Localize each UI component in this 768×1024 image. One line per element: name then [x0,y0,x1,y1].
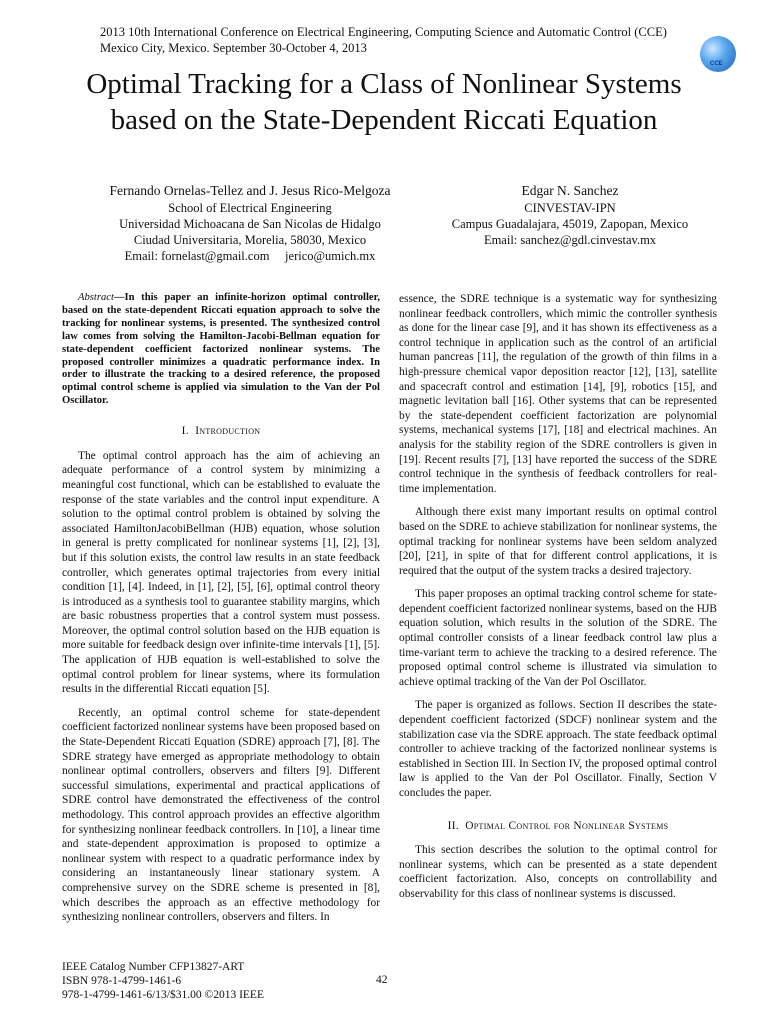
section-heading-1 [62,424,380,439]
paper-title [40,66,728,138]
affiliation-campus: Campus Guadalajara, 45019, Zapopan, Mexico [451,217,689,231]
footer-isbn: ISBN 978-1-4799-1461-6 [62,975,182,988]
left-column [62,292,380,934]
conference-header [100,24,680,56]
affiliation-inst: CINVESTAV-IPN [524,201,616,215]
section-1-number: I. [181,425,189,438]
section-1-title: Introduction [195,425,261,438]
section-2-number: II. [447,819,459,832]
paragraph: The paper is organized as follows. Section II describes the state-dependent coefficient factorized (SDCF) nonlinear system and the stabilization case via the SDRE approach. The state feedback optimal controller to achieve tracking of the factorized nonlinear systems is established in Section III. In Section IV, the proposed optimal control law is applied to the Van der Pol Oscillator. Finally, Section V concludes the paper. [399,699,717,799]
right-column [399,292,717,911]
paragraph: The optimal control approach has the aim of achieving an adequate performance of a control system by minimizing a meaningful cost functional, which can be established to evaluate the response of the state variables and the control input expenditure. A solution to the optimal control problem is obtained by solving the associated HamiltonJacobiBellman (HJB) equation, whose solution in general is pretty complicated for nonlinear systems [1], [2], [3], but if this solution exists, the control law results in an state feedback controller, which generates optimal trajectories from every initial condition [1], [4]. Indeed, in [1], [2], [5], [6], optimal control theory is introduced as a synthesis tool to guarantee stability margins, which are basic robustness properties that a control system must possess. Moreover, the optimal control solution based on the HJB equation is more suitable for feedback design over infinite-time intervals [1], [5]. The application of HJB equation is well-established to solve the optimal control problem for linear systems, where its formulation results in the differential Riccati equation [5]. [62,449,380,696]
author-names-left: Fernando Ornelas-Tellez and J. Jesus Rico-Melgoza [109,183,391,198]
affiliation-dept: School of Electrical Engineering [168,201,332,215]
footer [62,960,264,1003]
conference-line-2: Mexico City, Mexico. September 30-October 4, 2013 [100,41,367,55]
footer-copyright: 978-1-4799-1461-6/13/$31.00 ©2013 IEEE [62,989,264,1002]
affiliation-univ: Universidad Michoacana de San Nicolas de Hidalgo [119,217,381,231]
title-line-1: Optimal Tracking for a Class of Nonlinear Systems [86,68,682,100]
page-number: 42 [376,974,388,986]
paragraph: Recently, an optimal control scheme for state-dependent coefficient factorized nonlinear systems have been proposed based on the State-Dependent Riccati Equation (SDRE) approach [7], [8]. The SDRE strategy have emerged as appropriate methodology to obtain nonlinear optimal controllers, observers and filters [9]. Different successful simulations, experimental and practical applications of SDRE control have demonstrated the effectiveness of the control methodology. This control approach provides an effective algorithm for synthesizing nonlinear feedback controllers. In [10], a linear time and state-dependent approximation is proposed to optimize a nonlinear system with respect to a quadratic performance index by considering an instantaneously linear stationary system. A comprehensive survey on the SDRE scheme is presented in [8], which describes the approach as an effective methodology for synthesizing nonlinear controllers, observers and filters. In [62,706,380,924]
section-2-title: Optimal Control for Nonlinear Systems [465,819,669,832]
author-email-right: Email: sanchez@gdl.cinvestav.mx [483,233,657,247]
abstract-label: Abstract [78,292,114,303]
paragraph: Although there exist many important results on optimal control based on the SDRE to achieve stabilization for nonlinear systems, the optimal tracking for nonlinear systems have been seldom analyzed [20], [21], in spite of that for different control applications, it is required that the output of the system tracks a desired trajectory. [399,506,717,577]
authors-right [420,183,720,248]
affiliation-city: Ciudad Universitaria, Morelia, 58030, Mexico [133,233,367,247]
paragraph: This section describes the solution to the optimal control for nonlinear systems, which can be presented as a state dependent coefficient factorization. Also, concepts on controllability and observability for this class of nonlinear systems is discussed. [399,844,717,900]
title-line-2: based on the State-Dependent Riccati Equation [110,104,658,136]
paragraph-continuation: essence, the SDRE technique is a systematic way for synthesizing nonlinear feedback controllers, which mimic the controller synthesis as done for the linear case [9], and it has shown its effectiveness as a control technique in application such as the control of an artificial human pancreas [11], the regulation of the growth of thin films in a high-pressure chemical vapor deposition reactor [12], [13], satellite and spacecraft control and estimation [14], [9], robotics [15], and magnetic levitation ball [16]. Other systems that can be represented by the state-dependent coefficient factorization are polynomial systems, mechanical systems [17], [18] and electrical machines. An analysis for the stability region of the SDRE controllers is given in [19]. Recent results [7], [13] have reported the success of the SDRE control technique in the synthesis of feedback controllers for real-time implementation. [399,293,717,495]
section-heading-2 [399,819,717,834]
author-name-right: Edgar N. Sanchez [521,183,619,198]
abstract [62,292,380,408]
conference-logo-text: CCE [710,61,723,67]
author-email-left: Email: fornelast@gmail.com jerico@umich.mx [124,249,376,263]
paragraph: This paper proposes an optimal tracking control scheme for state-dependent coefficient factorized nonlinear systems, based on the HJB equation solution, which results in the solution of the SDRE. The optimal controller consists of a linear feedback control law plus a time-variant term to achieve the tracking to a desired reference. The proposed optimal control scheme is illustrated via simulation to achieve optimal tracking of the Van der Pol Oscillator. [399,588,717,688]
abstract-text: —In this paper an infinite-horizon optimal controller, based on the state-dependent Riccati equation approach to solve the tracking for nonlinear systems, is presented. The synthesized control law comes from solving the Hamilton-Jacobi-Bellman equation for state-dependent coefficient factorized nonlinear systems. The proposed controller minimizes a quadratic performance index. In order to illustrate the tracking to a desired reference, the proposed optimal control scheme is applied via simulation to the Van der Pol Oscillator. [62,292,380,407]
authors-left [80,183,420,264]
conference-line-1: 2013 10th International Conference on Electrical Engineering, Computing Science and Automatic Control (CCE) [100,25,667,39]
footer-catalog: IEEE Catalog Number CFP13827-ART [62,961,245,973]
